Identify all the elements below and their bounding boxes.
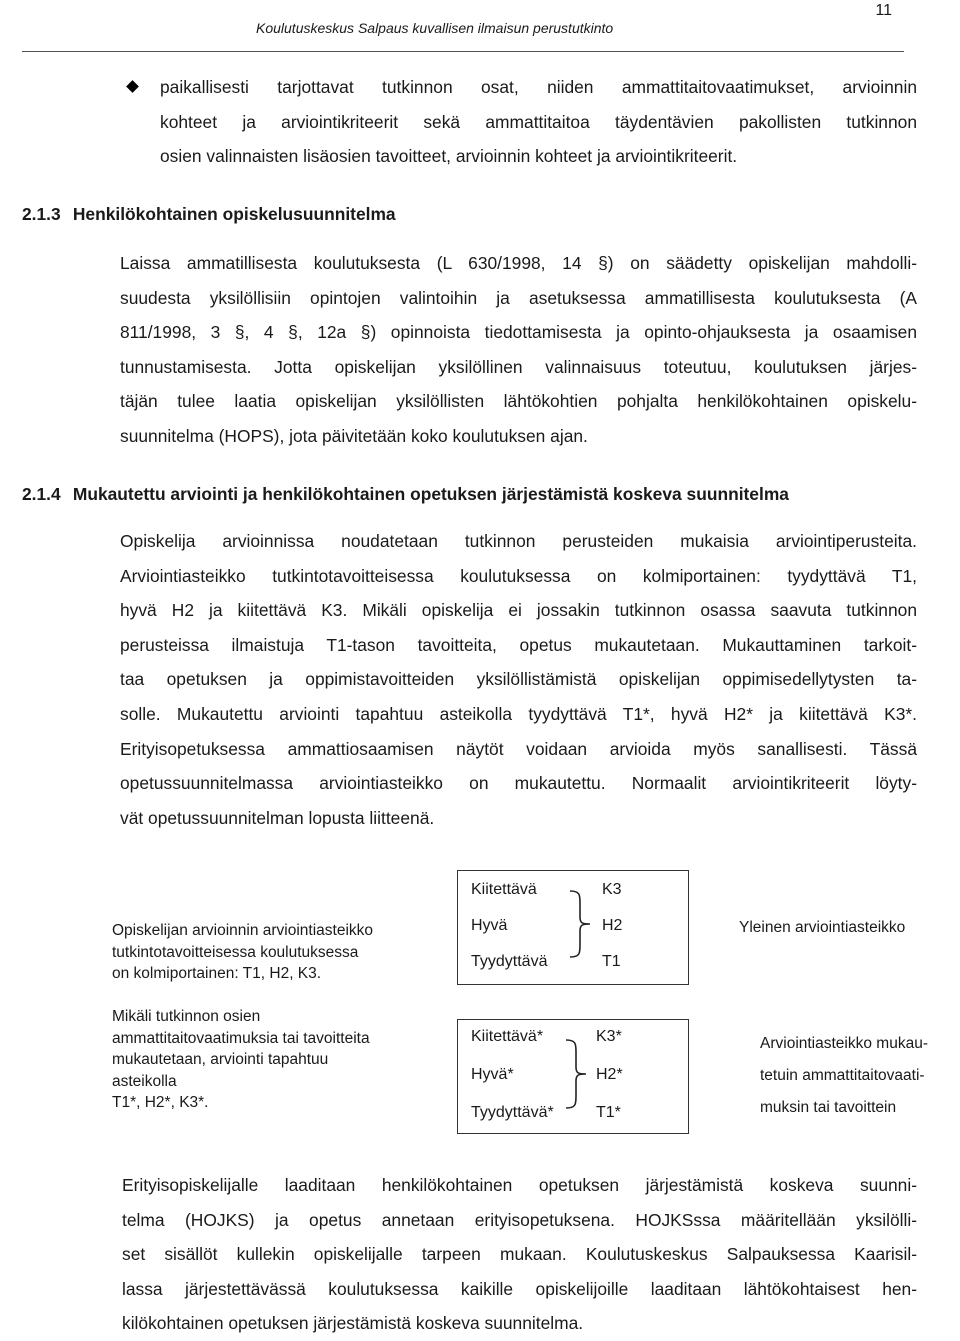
description-line: ammattitaitovaatimuksia tai tavoitteita [112, 1029, 370, 1047]
grade-box-general [457, 870, 689, 985]
label-line: Arviointiasteikko mukau- [760, 1035, 928, 1052]
section-heading-213 [22, 204, 396, 225]
grade-code: T1 [602, 953, 621, 970]
description-line: mukautetaan, arviointi tapahtuu [112, 1051, 329, 1069]
section-number: 2.1.3 [22, 204, 61, 224]
grade-code: H2 [602, 917, 623, 934]
curly-brace-icon [568, 889, 592, 959]
paragraph-line: opetussuunnitelmassa arviointiasteikko on mukautettu. Normaalit arviointikriteerit löyty- [120, 773, 917, 794]
description-line: tutkintotavoitteisessa koulutuksessa [112, 943, 359, 961]
section-214-paragraph [120, 524, 917, 835]
bullet-paragraph [160, 70, 917, 174]
grade-name: Kiitettävä [471, 881, 537, 898]
paragraph-line: kilökohtainen opetuksen järjestämistä koskeva suunnitelma. [122, 1313, 584, 1334]
paragraph-line: vät opetussuunnitelman lopusta liitteenä. [120, 807, 435, 828]
section-title: Mukautettu arviointi ja henkilökohtainen opetuksen järjestämistä koskeva suunnitelma [72, 484, 789, 504]
grade-name: Hyvä [471, 917, 508, 934]
description-line: T1*, H2*, K3*. [112, 1094, 209, 1112]
scale-label-adapted [760, 1028, 928, 1124]
grade-name: Kiitettävä* [471, 1028, 544, 1045]
description-line: Opiskelijan arvioinnin arviointiasteikko [112, 922, 374, 939]
scale-description-adapted [112, 1006, 370, 1114]
grade-name: Hyvä* [471, 1066, 514, 1083]
closing-paragraph [122, 1168, 917, 1341]
bullet-line: osien valinnaisten lisäosien tavoitteet, arvioinnin kohteet ja arviointikriteerit. [160, 146, 738, 167]
grade-code: K3 [602, 881, 622, 898]
paragraph-line: Erityisopiskelijalle laaditaan henkilökohtainen opetuksen järjestämistä koskeva suunni- [122, 1175, 917, 1195]
label-line: tetuin ammattitaitovaati- [760, 1067, 925, 1084]
page-number: 11 [875, 2, 892, 19]
section-213-paragraph [120, 246, 917, 454]
curly-brace-icon [564, 1038, 588, 1110]
header-divider [22, 51, 904, 52]
paragraph-line: perusteissa ilmaistuja T1-tason tavoitteita, opetus mukautetaan. Mukauttaminen tarkoit- [120, 634, 917, 655]
paragraph-line: telma (HOJKS) ja opetus annetaan erityisopetuksena. HOJKSssa määritellään yksilölli- [122, 1209, 917, 1230]
grade-code: K3* [596, 1028, 622, 1045]
grade-box-adapted [457, 1019, 689, 1134]
paragraph-line: solle. Mukautettu arviointi tapahtuu asteikolla tyydyttävä T1*, hyvä H2* ja kiitettävä K3*. [120, 703, 917, 724]
grade-name: Tyydyttävä [471, 953, 548, 970]
section-number: 2.1.4 [22, 484, 61, 504]
section-heading-214 [22, 484, 789, 505]
scale-label-general [739, 912, 905, 944]
label-line: muksin tai tavoittein [760, 1099, 897, 1116]
paragraph-line: suunnitelma (HOPS), jota päivitetään koko koulutuksen ajan. [120, 425, 588, 446]
paragraph-line: täjän tulee laatia opiskelijan yksilöllisten lähtökohtien pohjalta henkilökohtainen opiskelu- [120, 391, 917, 412]
grade-code: T1* [596, 1104, 621, 1121]
paragraph-line: lassa järjestettävässä koulutuksessa kaikille opiskelijoille laaditaan lähtökohtaisest hen- [122, 1278, 917, 1299]
grade-name: Tyydyttävä* [471, 1104, 554, 1121]
paragraph-line: taa opetuksen ja oppimistavoitteiden yksilöllistämistä opiskelijan oppimisedellytysten ta- [120, 669, 917, 690]
grade-code: H2* [596, 1066, 623, 1083]
paragraph-line: Laissa ammatillisesta koulutuksesta (L 630/1998, 14 §) on säädetty opiskelijan mahdolli- [120, 253, 917, 273]
paragraph-line: Arviointiasteikko tutkintotavoitteisessa koulutuksessa on kolmiportainen: tyydyttävä T1, [120, 565, 917, 586]
section-title: Henkilökohtainen opiskelusuunnitelma [72, 204, 396, 224]
diamond-bullet-icon [126, 80, 139, 93]
description-line: on kolmiportainen: T1, H2, K3. [112, 965, 322, 983]
running-header: Koulutuskeskus Salpaus kuvallisen ilmaisun perustutkinto [256, 20, 614, 36]
bullet-line: kohteet ja arviointikriteerit sekä ammattitaitoa täydentävien pakollisten tutkinnon [160, 111, 917, 132]
description-line: asteikolla [112, 1072, 177, 1090]
scale-description-general [112, 920, 373, 985]
paragraph-line: tunnustamisesta. Jotta opiskelijan yksilöllinen valinnaisuus toteutuu, koulutuksen järjes- [120, 356, 917, 377]
paragraph-line: set sisällöt kullekin opiskelijalle tarpeen mukaan. Koulutuskeskus Salpauksessa Kaarisil- [122, 1244, 917, 1265]
description-line: Mikäli tutkinnon osien [112, 1008, 261, 1025]
paragraph-line: 811/1998, 3 §, 4 §, 12a §) opinnoista tiedottamisesta ja opinto-ohjauksesta ja osaamisen [120, 322, 917, 343]
paragraph-line: suudesta yksilöllisiin opintojen valintoihin ja asetuksessa ammatillisesta koulutuksesta (A [120, 287, 917, 308]
bullet-line: paikallisesti tarjottavat tutkinnon osat, niiden ammattitaitovaatimukset, arvioinnin [160, 77, 917, 97]
paragraph-line: Opiskelija arvioinnissa noudatetaan tutkinnon perusteiden mukaisia arviointiperusteita. [120, 531, 917, 551]
label-line: Yleinen arviointiasteikko [739, 919, 906, 936]
paragraph-line: Erityisopetuksessa ammattiosaamisen näytöt voidaan arvioida myös sanallisesti. Tässä [120, 738, 917, 759]
paragraph-line: hyvä H2 ja kiitettävä K3. Mikäli opiskelija ei jossakin tutkinnon osassa saavuta tutkinnon [120, 600, 917, 621]
